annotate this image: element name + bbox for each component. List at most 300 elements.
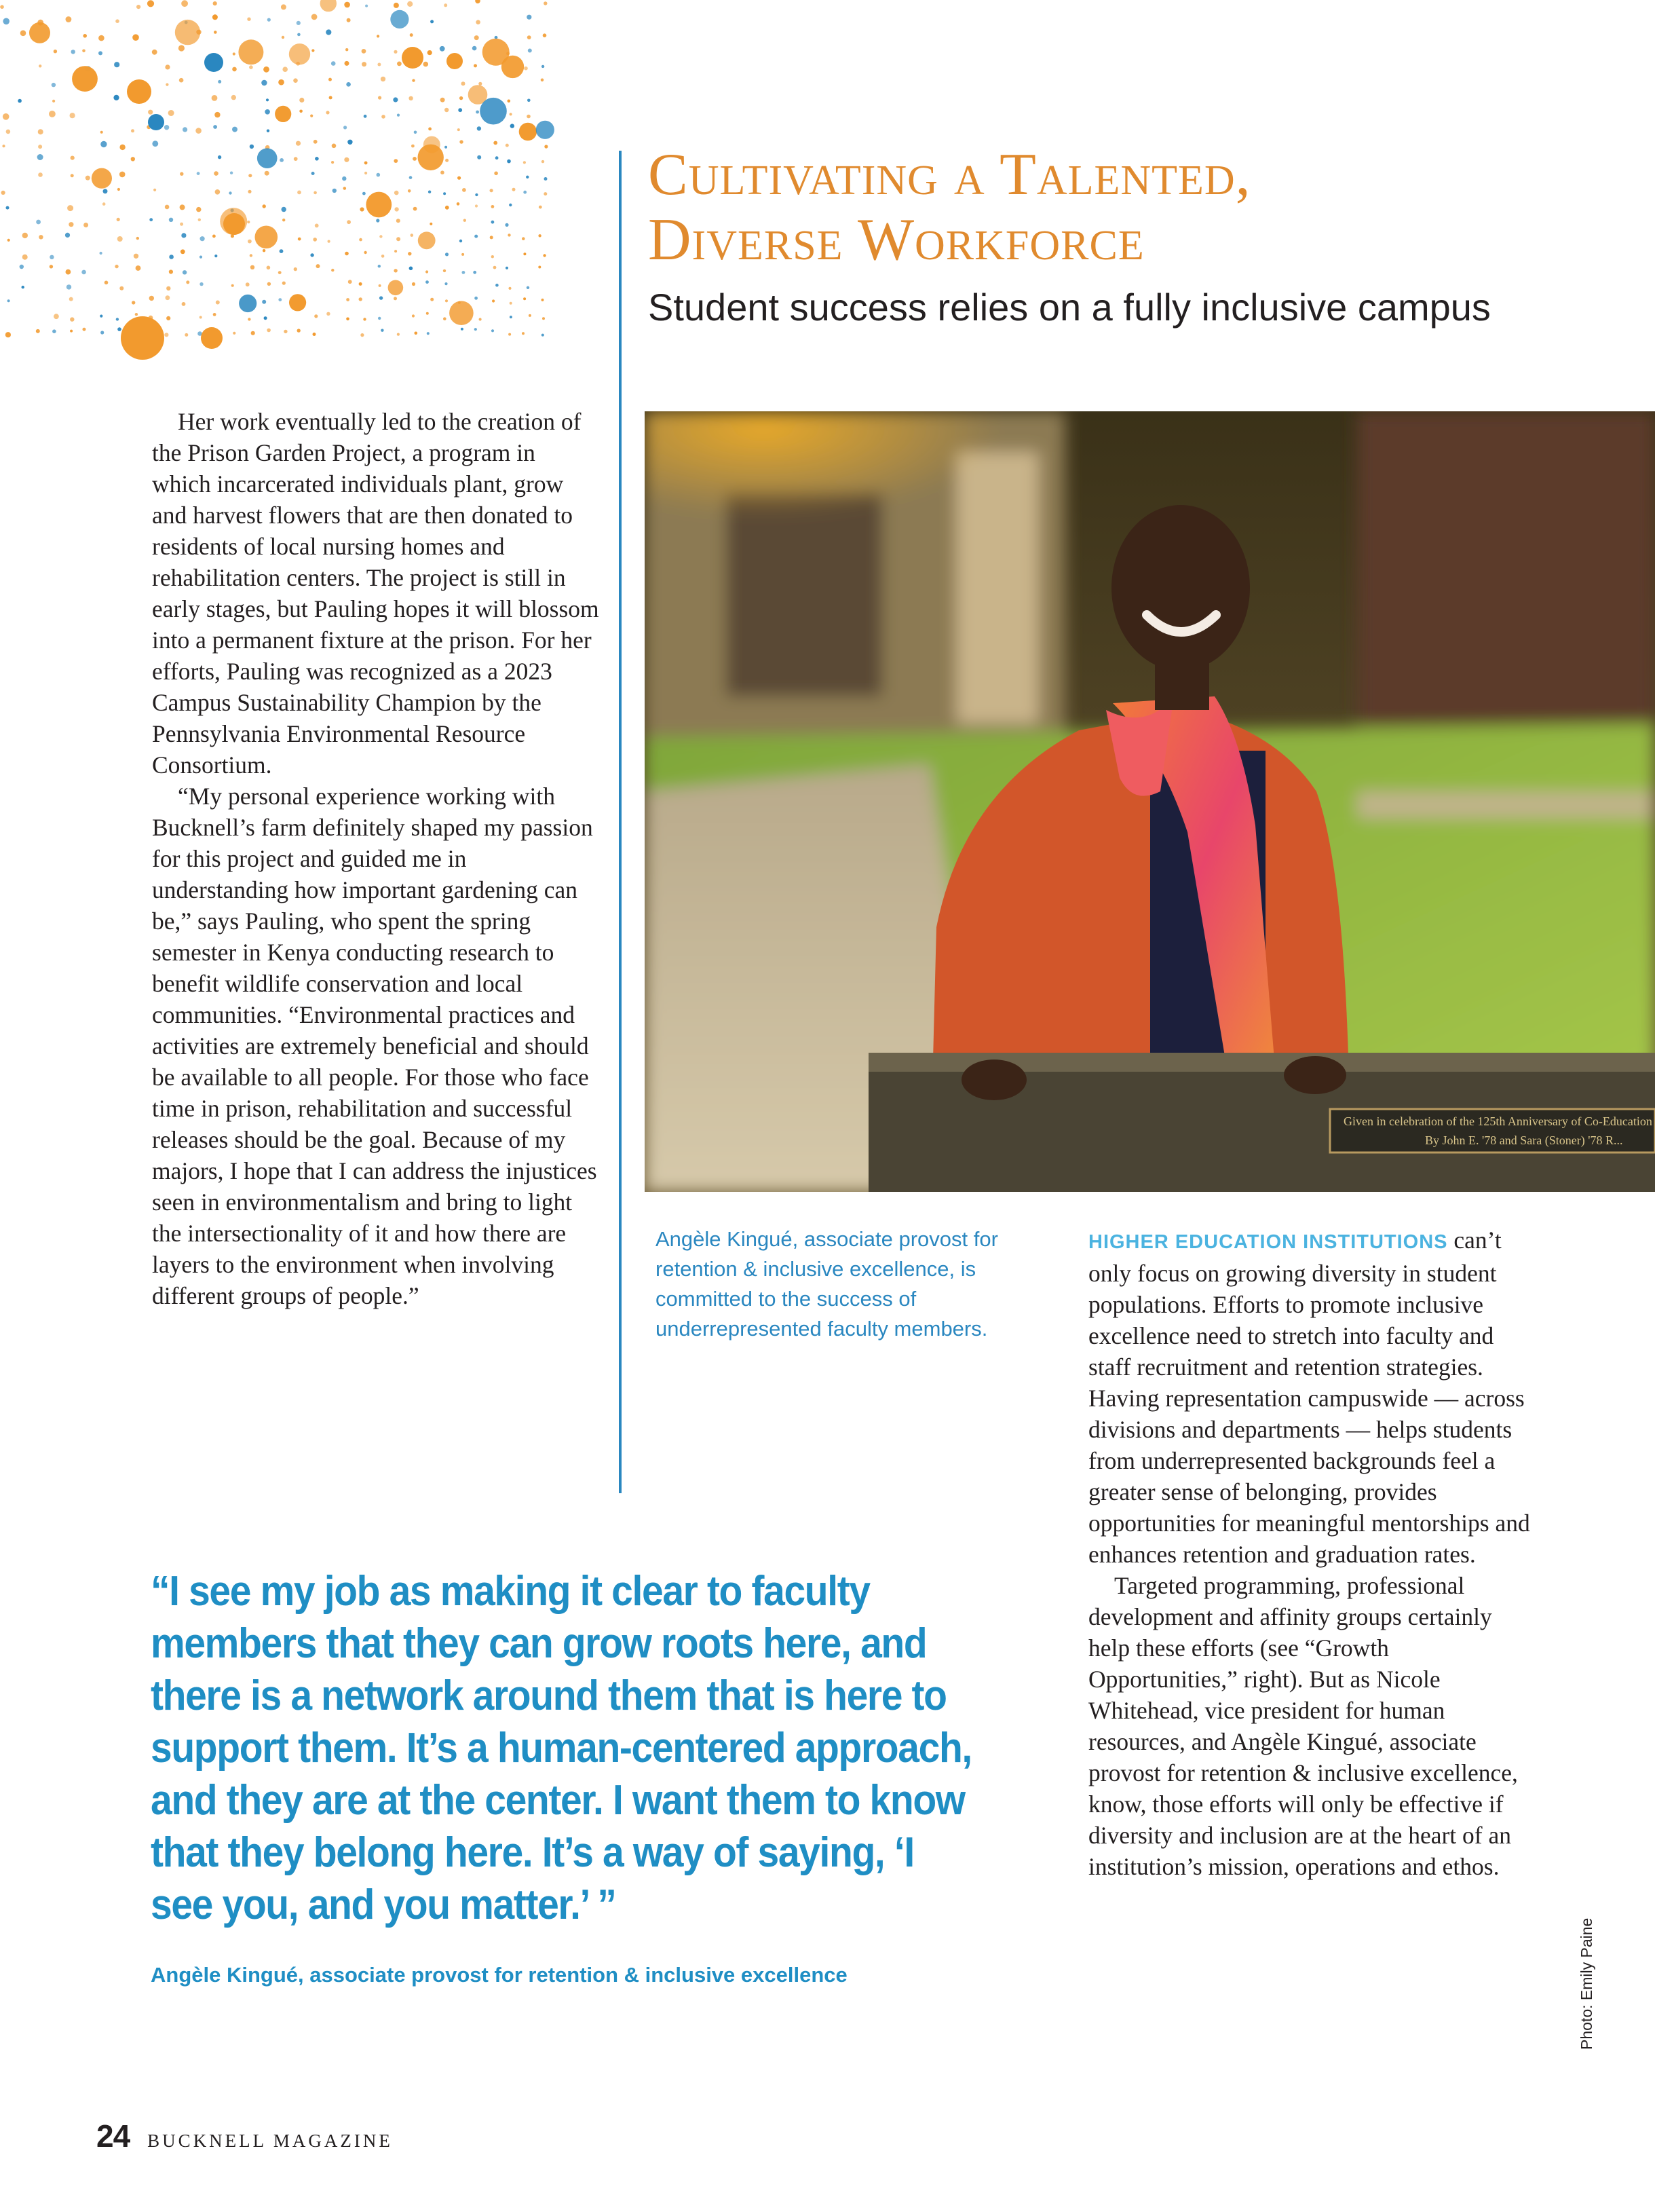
decorative-dot: [38, 172, 43, 177]
decorative-dot: [22, 286, 24, 288]
decorative-dot: [362, 62, 366, 67]
decorative-dot: [136, 265, 141, 271]
decorative-dot: [474, 35, 479, 40]
decorative-dot: [523, 161, 526, 164]
decorative-dot: [381, 77, 385, 81]
decorative-dot: [293, 78, 298, 83]
decorative-dot: [131, 129, 134, 132]
decorative-dot: [275, 106, 291, 122]
decorative-dot: [311, 49, 314, 52]
decorative-dot: [542, 317, 545, 320]
decorative-dot: [116, 318, 119, 320]
decorative-dot: [377, 35, 379, 37]
decorative-dot: [310, 115, 313, 117]
decorative-dot: [364, 115, 367, 118]
decorative-dot: [299, 110, 303, 113]
decorative-dot: [247, 221, 250, 223]
decorative-dot: [2, 145, 5, 147]
decorative-dot: [20, 31, 26, 37]
decorative-dot: [65, 233, 70, 238]
decorative-dot: [388, 280, 404, 296]
decorative-dot: [430, 20, 434, 23]
decorative-dot: [443, 317, 446, 320]
decorative-dot: [331, 61, 336, 66]
decorative-dot: [313, 333, 316, 336]
decorative-dot: [199, 256, 202, 259]
decorative-dot: [362, 49, 366, 54]
decorative-dot: [415, 332, 418, 335]
decorative-dot: [230, 172, 233, 174]
decorative-dot: [278, 298, 282, 301]
decorative-dot: [164, 333, 168, 337]
decorative-dot: [183, 270, 187, 274]
decorative-dot: [132, 301, 135, 304]
decorative-dot: [457, 176, 461, 180]
decorative-dot: [214, 171, 218, 176]
decorative-dot: [117, 236, 123, 242]
decorative-dot: [214, 255, 217, 257]
decorative-dot: [311, 172, 315, 175]
decorative-dot: [299, 98, 304, 102]
decorative-dot: [408, 96, 413, 100]
decorative-dot: [394, 50, 397, 54]
body-paragraph: Targeted programming, professional development and affinity groups certainly help these efforts (see “Growth Opportunities,” right). But as Nicole Whitehead, vice president for human resources, and Angèle Kingué, associate provost for retention & inclusive excellence, know, those efforts will only be effective if diversity and inclusion are at the heart of an institution’s mission, operations and ethos.: [1088, 1572, 1518, 1880]
decorative-dot: [71, 174, 74, 177]
decorative-dot: [444, 3, 447, 7]
decorative-dot: [506, 52, 510, 55]
decorative-dot: [544, 192, 547, 195]
decorative-dot: [281, 4, 286, 10]
decorative-dot: [36, 329, 40, 333]
decorative-dot: [267, 266, 271, 270]
decorative-dot: [461, 81, 465, 86]
decorative-dot: [38, 129, 43, 134]
decorative-dot: [479, 318, 482, 320]
decorative-dot: [328, 240, 330, 243]
decorative-dot: [359, 282, 362, 286]
decorative-dot: [474, 328, 477, 331]
decorative-dot: [459, 240, 462, 242]
decorative-dot: [282, 36, 284, 39]
decorative-dot: [541, 79, 544, 82]
decorative-dot: [255, 226, 278, 249]
left-body-column: [152, 406, 600, 1311]
decorative-dot: [18, 99, 22, 103]
decorative-dot: [36, 220, 41, 225]
decorative-dot: [247, 18, 250, 21]
decorative-dot: [7, 299, 10, 302]
decorative-dot: [528, 49, 532, 53]
decorative-dot: [538, 266, 541, 269]
decorative-dot: [512, 188, 516, 191]
decorative-dot: [98, 51, 102, 55]
decorative-dot: [381, 255, 385, 258]
decorative-dot: [377, 63, 381, 67]
decorative-dot: [147, 0, 154, 7]
decorative-dot: [544, 177, 548, 181]
decorative-dot: [263, 249, 265, 252]
decorative-dot: [232, 127, 237, 132]
decorative-dot: [394, 269, 397, 272]
decorative-dot: [505, 223, 508, 227]
decorative-dot: [152, 50, 157, 55]
decorative-dot: [166, 286, 170, 290]
decorative-dot: [473, 271, 476, 274]
decorative-dot: [544, 145, 548, 148]
decorative-dot: [267, 282, 271, 286]
decorative-dot: [396, 219, 400, 223]
decorative-dot: [461, 328, 463, 331]
decorative-dot: [196, 207, 201, 212]
decorative-dot: [152, 140, 158, 147]
decorative-dot: [491, 329, 494, 332]
decorative-dot: [440, 98, 445, 102]
decorative-dot: [186, 280, 189, 284]
decorative-dot: [284, 330, 287, 333]
decorative-dot: [376, 219, 379, 222]
decorative-dot: [49, 111, 56, 117]
decorative-dot: [231, 95, 236, 100]
decorative-dot: [408, 189, 411, 193]
decorative-dot: [100, 331, 104, 334]
lead-in: HIGHER EDUCATION INSTITUTIONS: [1088, 1231, 1448, 1253]
decorative-dot: [50, 265, 53, 268]
decorative-dot: [100, 141, 107, 147]
decorative-dot: [332, 144, 337, 149]
pull-quote-attribution: Angèle Kingué, associate provost for retention & inclusive excellence: [151, 1963, 848, 1987]
decorative-dot: [320, 0, 337, 12]
decorative-dot: [444, 108, 449, 112]
decorative-dot: [3, 113, 9, 120]
decorative-dot: [232, 67, 237, 72]
decorative-dot: [508, 287, 511, 290]
decorative-dot: [332, 189, 337, 193]
decorative-dot: [541, 334, 544, 337]
decorative-dot: [316, 264, 320, 268]
decorative-dot: [458, 108, 462, 112]
decorative-dot: [250, 265, 254, 269]
decorative-dot: [445, 206, 449, 210]
decorative-dot: [104, 281, 109, 285]
decorative-dot: [328, 78, 332, 81]
decorative-dot: [366, 192, 392, 218]
decorative-dot: [474, 64, 477, 67]
decorative-dot: [407, 1, 413, 7]
decorative-dot: [477, 155, 481, 160]
decorative-dot: [474, 297, 478, 300]
decorative-dot: [344, 157, 349, 162]
decorative-dot: [445, 159, 449, 162]
decorative-dot: [199, 316, 202, 319]
decorative-dot: [476, 20, 480, 24]
decorative-dot: [331, 269, 334, 271]
decorative-dot: [409, 176, 413, 179]
decorative-dot: [495, 156, 499, 160]
decorative-dot: [378, 96, 381, 99]
decorative-dot: [412, 314, 415, 317]
decorative-dot: [347, 220, 351, 224]
decorative-dot: [508, 100, 511, 103]
decorative-dot: [178, 45, 185, 51]
decorative-dot: [536, 121, 554, 139]
decorative-dot: [278, 271, 282, 274]
decorative-dot: [440, 170, 444, 174]
decorative-dot: [199, 282, 203, 286]
decorative-dot: [280, 249, 284, 253]
headline-line-2: Diverse Workforce: [648, 207, 1145, 273]
decorative-dot: [298, 238, 301, 241]
decorative-dot: [510, 316, 512, 318]
decorative-dot: [311, 14, 318, 20]
decorative-dot: [251, 331, 255, 335]
decorative-dot: [444, 146, 447, 149]
decorative-dot: [267, 329, 271, 333]
decorative-dot: [418, 231, 436, 249]
lead-paragraph-text: can’t only focus on growing diversity in student populations. Efforts to promote inclusive excellence need to stretch into faculty and staff recruitment and retention strategies. Having representation campuswide — across divisions and departments — helps students from underrepresented backgrounds feel a greater sense of belonging, provides opportunities for meaningful mentorships and enhances retention and graduation rates.: [1088, 1226, 1530, 1568]
decorative-dot: [289, 43, 310, 64]
decorative-dot: [394, 207, 398, 211]
portrait-photo: [645, 411, 1655, 1192]
decorative-dot: [331, 161, 334, 164]
decorative-dot: [344, 2, 350, 8]
decorative-dot: [527, 99, 531, 102]
decorative-dot: [181, 233, 186, 238]
article-headline: [648, 143, 1564, 273]
decorative-dot: [443, 192, 446, 195]
decorative-dot: [430, 223, 432, 225]
decorative-dot: [119, 286, 123, 290]
decorative-dot: [390, 10, 408, 29]
decorative-dot: [347, 140, 352, 145]
decorative-dot: [113, 95, 119, 100]
decorative-dot: [428, 128, 432, 131]
decorative-dot: [343, 187, 347, 190]
decorative-dot: [428, 191, 431, 193]
decorative-dot: [326, 312, 330, 316]
decorative-dot: [257, 148, 278, 168]
decorative-dot: [313, 140, 318, 144]
decorative-dot: [543, 33, 547, 37]
decorative-dot: [480, 98, 507, 125]
decorative-dot: [229, 191, 231, 194]
decorative-dot: [132, 34, 139, 41]
decorative-dot: [149, 218, 153, 221]
decorative-dot: [491, 221, 495, 224]
decorative-dot: [426, 312, 429, 315]
decorative-dot: [100, 252, 102, 255]
decorative-dot: [52, 329, 56, 333]
decorative-dot: [121, 316, 164, 360]
decorative-dot: [148, 114, 164, 130]
decorative-dot: [20, 265, 24, 269]
decorative-dot: [413, 157, 417, 161]
decorative-dot: [213, 1, 217, 5]
decorative-dot: [166, 83, 168, 86]
decorative-dot: [449, 301, 474, 325]
decorative-dot: [446, 53, 463, 69]
decorative-dot: [82, 50, 85, 53]
decorative-dot: [360, 333, 364, 337]
decorative-dot: [463, 219, 466, 222]
pull-quote: “I see my job as making it clear to faculty members that they can grow roots here, and there is a network around them that is here to support them. It’s a human-centered approach, and they are at the center. I want them to know that they belong here. It’s a way of saying, ‘I see you, and you matter.’ ”: [151, 1568, 972, 1928]
decorative-dot: [397, 114, 400, 117]
decorative-dot: [519, 123, 537, 140]
decorative-dot: [394, 3, 399, 8]
decorative-dot: [103, 189, 108, 193]
decorative-dot: [149, 296, 154, 301]
decorative-dot: [541, 160, 544, 163]
decorative-dot: [457, 128, 460, 131]
decorative-dot: [115, 19, 119, 23]
decorative-dot: [248, 174, 252, 177]
decorative-dot: [297, 33, 301, 37]
decorative-dot: [100, 315, 102, 318]
decorative-dot: [70, 317, 74, 321]
decorative-dot: [136, 237, 139, 240]
decorative-dot: [248, 190, 251, 193]
decorative-dot: [148, 110, 153, 115]
decorative-dot: [527, 35, 531, 39]
decorative-dot: [233, 52, 235, 55]
decorative-dot: [265, 109, 270, 115]
decorative-dot: [459, 140, 463, 143]
decorative-dot: [250, 145, 254, 149]
decorative-dot: [313, 238, 317, 242]
decorative-dot: [169, 269, 173, 274]
decorative-dot: [197, 172, 200, 175]
decorative-dot: [378, 317, 381, 320]
decorative-dot: [29, 22, 50, 43]
decorative-dot: [397, 333, 400, 336]
decorative-dot: [195, 128, 202, 134]
decorative-dot: [475, 204, 478, 207]
decorative-dot: [165, 205, 170, 210]
decorative-dot: [71, 156, 75, 160]
decorative-dot: [233, 332, 235, 335]
decorative-dot: [267, 130, 269, 132]
decorative-dot: [37, 154, 43, 160]
decorative-dot: [314, 314, 318, 318]
decorative-dot: [493, 141, 497, 145]
decorative-dot: [529, 314, 531, 317]
decorative-dot: [218, 155, 221, 159]
decorative-dot: [114, 62, 119, 67]
decorative-dot: [265, 171, 269, 176]
decorative-dot: [413, 207, 417, 211]
decorative-dot: [119, 172, 126, 178]
decorative-dot: [522, 332, 525, 335]
decorative-dot: [280, 158, 284, 162]
decorative-dot: [364, 162, 368, 165]
decorative-dot: [296, 62, 300, 66]
decorative-dot: [180, 223, 183, 226]
decorative-dot: [38, 145, 42, 149]
decorative-dot: [409, 267, 413, 271]
decorative-dot: [1, 191, 5, 195]
body-paragraph: [1088, 1224, 1536, 1570]
decorative-dot: [297, 191, 301, 195]
decorative-dot: [310, 253, 313, 257]
decorative-dot: [396, 237, 400, 241]
decorative-dot: [491, 255, 494, 258]
decorative-dot: [83, 223, 88, 227]
decorative-dot: [294, 267, 297, 271]
decorative-dot: [343, 126, 347, 129]
decorative-dot: [3, 18, 9, 25]
decorative-dot: [52, 100, 55, 102]
decorative-dot: [362, 192, 366, 195]
decorative-dot: [522, 237, 525, 240]
decorative-dot: [153, 189, 156, 191]
decorative-dot: [459, 96, 463, 100]
decorative-dot: [204, 53, 223, 72]
decorative-dot: [527, 15, 531, 20]
decorative-dot: [263, 67, 269, 73]
decorative-dot: [183, 127, 187, 132]
decorative-dot: [378, 265, 381, 267]
decorative-dot: [365, 5, 368, 7]
decorative-dot: [262, 300, 266, 304]
decorative-dot: [214, 31, 217, 34]
article-subhead: Student success relies on a fully inclusive campus: [648, 286, 1491, 329]
decorative-dot: [117, 218, 120, 221]
decorative-dot: [218, 80, 221, 83]
decorative-dot: [282, 67, 288, 72]
decorative-dot: [216, 301, 220, 305]
decorative-dot: [315, 224, 319, 228]
decorative-dot: [457, 202, 460, 206]
decorative-dot: [264, 316, 267, 320]
decorative-dot: [348, 280, 352, 284]
decorative-dot: [214, 112, 220, 117]
decorative-dot: [478, 82, 482, 86]
decorative-dot: [492, 299, 495, 302]
decorative-dot: [212, 14, 218, 20]
decorative-dot: [411, 233, 414, 237]
page-number: 24: [96, 2118, 130, 2154]
decorative-dot: [510, 113, 512, 115]
photo-caption: Angèle Kingué, associate provost for retention & inclusive excellence, is committed to the success of underrepresented faculty members.: [655, 1227, 998, 1341]
decorative-dot: [83, 328, 86, 331]
decorative-dot: [238, 39, 263, 64]
decorative-dot: [198, 219, 201, 221]
decorative-dot: [538, 234, 541, 237]
body-paragraph: “My personal experience working with Bucknell’s farm definitely shaped my passion for this project and guided me in understanding how important gardening can be,” says Pauling, who spent the spring semester in Kenya conducting research to benefit wildlife conservation and local communities. “Environmental practices and activities are extremely beneficial and should be available to all people. For those who face time in prison, rehabilitation and successful releases should be the goal. Because of my majors, I hope that I can address the injustices seen in environmentalism and bring to light the intersectionality of it and how there are layers to the environment when involving different groups of people.”: [152, 783, 597, 1309]
decorative-dot: [266, 98, 269, 101]
decorative-dot: [412, 282, 415, 286]
decorative-dot-pattern: [0, 0, 577, 367]
decorative-dot: [85, 176, 90, 181]
decorative-dot: [472, 46, 477, 51]
decorative-dot: [544, 1, 547, 5]
decorative-dot: [169, 255, 174, 259]
decorative-dot: [165, 64, 170, 69]
decorative-dot: [360, 207, 364, 211]
decorative-dot: [329, 96, 332, 99]
decorative-dot: [213, 125, 217, 129]
decorative-dot: [494, 172, 498, 176]
decorative-dot: [313, 191, 317, 195]
decorative-dot: [425, 270, 428, 273]
decorative-dot: [394, 297, 397, 300]
decorative-dot: [182, 302, 186, 306]
decorative-dot: [379, 284, 381, 287]
decorative-dot: [381, 115, 385, 119]
decorative-dot: [66, 16, 72, 22]
decorative-dot: [212, 95, 218, 101]
decorative-dot: [342, 176, 346, 181]
decorative-dot: [461, 253, 464, 256]
